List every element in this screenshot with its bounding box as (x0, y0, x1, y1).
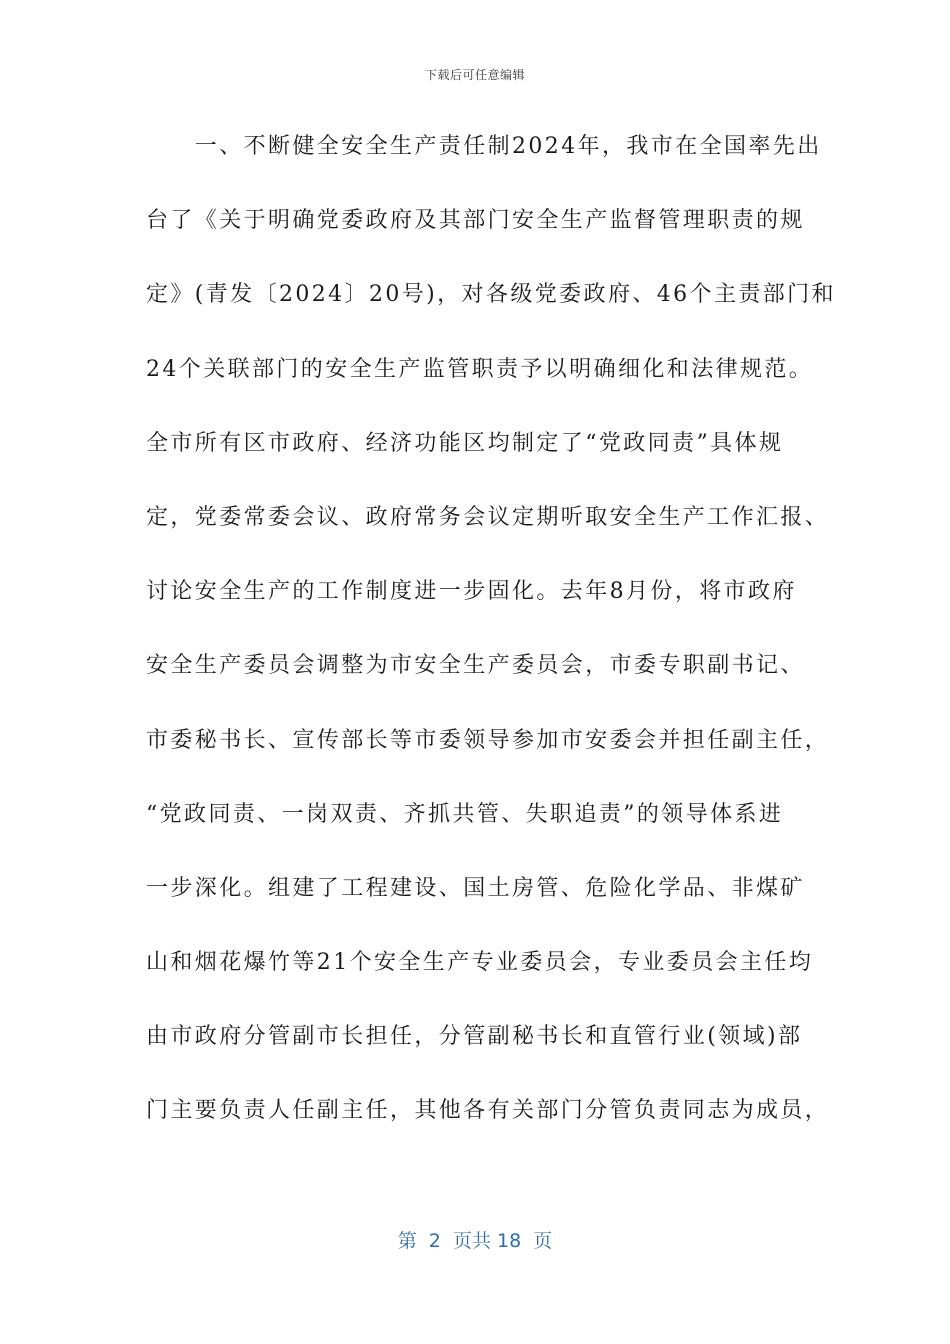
text-line: “党政同责、一岗双责、齐抓共管、失职追责”的领导体系进 (146, 801, 784, 827)
text-line: 由市政府分管副市长担任，分管副秘书长和直管行业(领域)部 (146, 1024, 803, 1050)
text-line: 一步深化。组建了工程建设、国土房管、危险化学品、非煤矿 (146, 875, 805, 901)
text-line: 台了《关于明确党委政府及其部门安全生产监督管理职责的规 (146, 208, 805, 234)
text-line: 市委秘书长、宣传部长等市委领导参加市安委会并担任副主任， (146, 727, 830, 753)
text-line: 门主要负责人任副主任，其他各有关部门分管负责同志为成员， (146, 1098, 830, 1124)
header-note: 下载后可任意编辑 (424, 68, 525, 82)
text-line: 讨论安全生产的工作制度进一步固化。去年8月份，将市政府 (146, 579, 797, 605)
body-text (146, 125, 836, 1164)
text-line: 24个关联部门的安全生产监管职责予以明确细化和法律规范。 (146, 356, 814, 382)
page-number: 第 2 页共 18 页 (397, 1230, 553, 1252)
text-line: 全市所有区市政府、经济功能区均制定了“党政同责”具体规 (146, 430, 784, 456)
text-line: 定，党委常委会议、政府常务会议定期听取安全生产工作汇报、 (146, 504, 830, 530)
text-line: 安全生产委员会调整为市安全生产委员会，市委专职副书记、 (146, 653, 805, 679)
text-line: 一、不断健全安全生产责任制2024年，我市在全国率先出 (146, 134, 822, 159)
text-line: 定》(青发〔2024〕20号)，对各级党委政府、46个主责部门和 (146, 282, 836, 308)
text-line: 山和烟花爆竹等21个安全生产专业委员会，专业委员会主任均 (146, 950, 814, 976)
